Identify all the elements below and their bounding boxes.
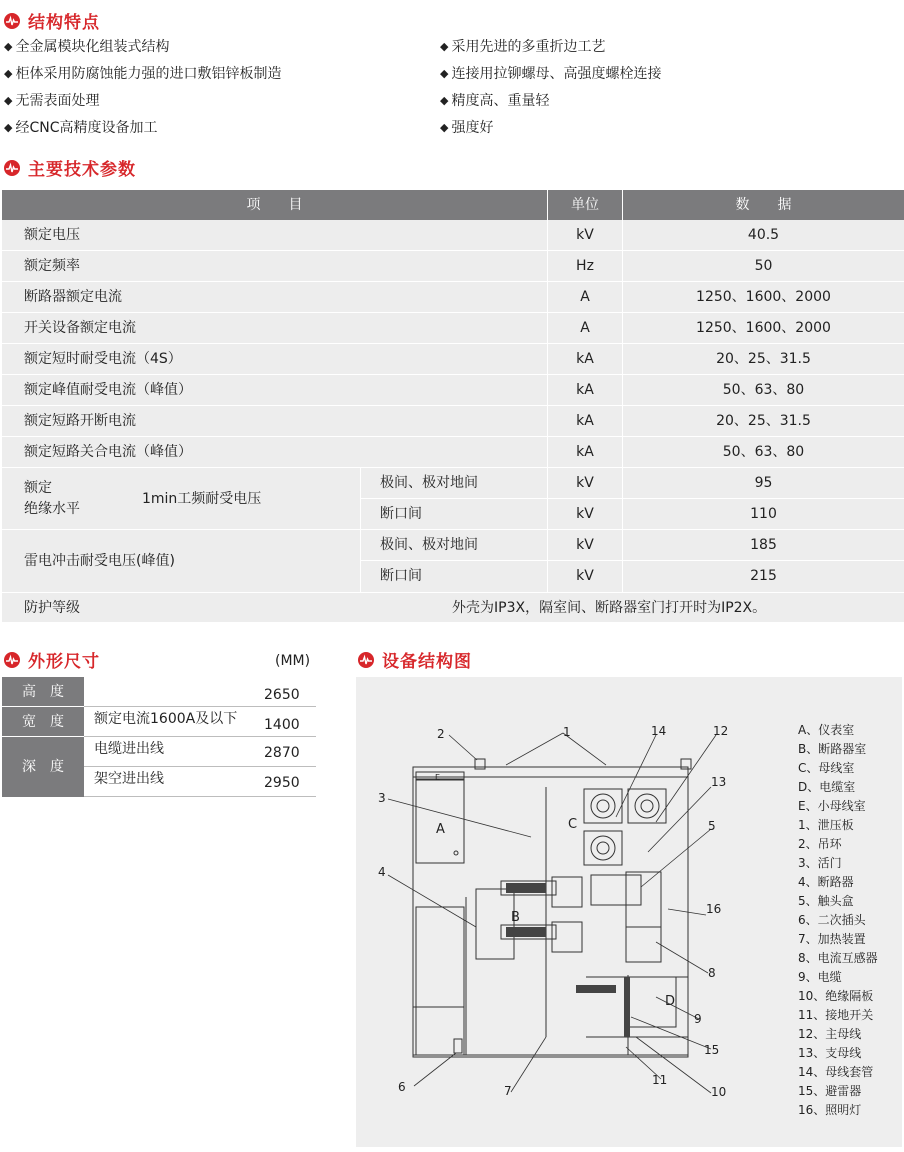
legend-item: 3、活门 bbox=[798, 856, 842, 870]
depth-label: 深 度 bbox=[2, 737, 84, 797]
table-header bbox=[2, 190, 904, 220]
list-item: ◆ 经CNC高精度设备加工 bbox=[4, 115, 281, 142]
structure-title bbox=[358, 647, 472, 672]
legend-item: 10、绝缘隔板 bbox=[798, 989, 874, 1003]
height-value: 2650 bbox=[264, 687, 300, 703]
label-15: 15 bbox=[704, 1043, 720, 1057]
table-row bbox=[2, 375, 904, 406]
legend-item: A、仪表室 bbox=[798, 723, 855, 737]
heartbeat-icon bbox=[358, 652, 374, 668]
insulation-label-line1: 额定 bbox=[24, 480, 52, 496]
legend-item: 14、母线套管 bbox=[798, 1065, 874, 1079]
protection-row bbox=[2, 592, 904, 623]
width-value: 1400 bbox=[264, 717, 300, 733]
width-note: 额定电流1600A及以下 bbox=[94, 711, 238, 727]
row-value: 215 bbox=[750, 568, 777, 584]
label-8: 8 bbox=[708, 966, 716, 980]
row-value: 20、25、31.5 bbox=[716, 351, 811, 367]
row-value: 110 bbox=[750, 506, 777, 522]
list-item: ◆ 连接用拉铆螺母、高强度螺栓连接 bbox=[440, 61, 661, 88]
row-unit: A bbox=[580, 320, 590, 336]
params-title bbox=[4, 155, 136, 180]
dims-title bbox=[4, 647, 100, 672]
depth-value: 2950 bbox=[264, 775, 300, 791]
row-unit: kA bbox=[576, 444, 594, 460]
row-unit: kA bbox=[576, 351, 594, 367]
dims-unit: (MM) bbox=[275, 653, 311, 669]
heartbeat-icon bbox=[4, 652, 20, 668]
structure-legend bbox=[798, 721, 878, 1120]
depth-note: 架空进出线 bbox=[94, 771, 164, 787]
label-9: 9 bbox=[694, 1012, 702, 1026]
width-row bbox=[84, 707, 316, 737]
lightning-label: 雷电冲击耐受电压(峰值) bbox=[24, 553, 175, 569]
row-unit: kV bbox=[576, 537, 594, 553]
depth-row bbox=[84, 767, 316, 797]
label-10: 10 bbox=[711, 1085, 727, 1099]
row-name: 额定频率 bbox=[24, 258, 80, 274]
header-unit: 单位 bbox=[571, 197, 599, 213]
label-3: 3 bbox=[378, 791, 386, 805]
table-row bbox=[2, 406, 904, 437]
label-E: E bbox=[435, 773, 441, 782]
depth-row bbox=[84, 737, 316, 767]
legend-item: 5、触头盒 bbox=[798, 894, 854, 908]
row-sub: 极间、极对地间 bbox=[380, 537, 478, 553]
row-sub: 极间、极对地间 bbox=[380, 475, 478, 491]
insulation-label bbox=[24, 478, 80, 520]
label-C: C bbox=[568, 817, 578, 832]
insulation-label-line2: 绝缘水平 bbox=[24, 501, 80, 517]
label-14: 14 bbox=[651, 724, 667, 738]
label-16: 16 bbox=[706, 902, 722, 916]
legend-item: 11、接地开关 bbox=[798, 1008, 874, 1022]
height-label: 高 度 bbox=[2, 677, 84, 707]
row-sub: 断口间 bbox=[380, 568, 422, 584]
row-name: 额定短路开断电流 bbox=[24, 413, 136, 429]
row-unit: kA bbox=[576, 382, 594, 398]
legend-item: E、小母线室 bbox=[798, 799, 866, 813]
row-value: 40.5 bbox=[747, 227, 780, 243]
row-name: 开关设备额定电流 bbox=[24, 320, 136, 336]
row-unit: kV bbox=[576, 475, 594, 491]
label-13: 13 bbox=[711, 775, 727, 789]
label-5: 5 bbox=[708, 819, 716, 833]
row-name: 额定短路关合电流（峰值） bbox=[24, 444, 192, 460]
label-11: 11 bbox=[652, 1073, 668, 1087]
label-6: 6 bbox=[398, 1080, 406, 1094]
heartbeat-icon bbox=[4, 160, 20, 176]
header-item: 项 目 bbox=[246, 197, 303, 213]
row-unit: kV bbox=[576, 227, 594, 243]
section-title-text: 设备结构图 bbox=[382, 652, 472, 672]
label-A: A bbox=[436, 822, 445, 837]
row-value: 50 bbox=[754, 258, 773, 274]
row-unit: kV bbox=[576, 568, 594, 584]
legend-item: 13、支母线 bbox=[798, 1046, 862, 1060]
label-12: 12 bbox=[713, 724, 729, 738]
row-value: 50、63、80 bbox=[722, 382, 805, 398]
legend-item: 4、断路器 bbox=[798, 875, 854, 889]
legend-item: 9、电缆 bbox=[798, 970, 842, 984]
protection-value: 外壳为IP3X，隔室间、断路器室门打开时为IP2X。 bbox=[452, 600, 767, 616]
legend-item: 2、吊环 bbox=[798, 837, 842, 851]
section-title-text: 结构特点 bbox=[28, 13, 100, 33]
label-7: 7 bbox=[504, 1084, 512, 1098]
row-value: 95 bbox=[754, 475, 773, 491]
table-row bbox=[2, 220, 904, 251]
label-1: 1 bbox=[563, 725, 571, 739]
insulation-block bbox=[2, 468, 904, 592]
width-label: 宽 度 bbox=[2, 707, 84, 737]
list-item: ◆ 强度好 bbox=[440, 115, 661, 142]
height-row bbox=[84, 677, 316, 707]
legend-item: B、断路器室 bbox=[798, 742, 867, 756]
legend-item: 15、避雷器 bbox=[798, 1084, 862, 1098]
row-name: 额定短时耐受电流（4S） bbox=[24, 351, 182, 367]
legend-item: D、电缆室 bbox=[798, 780, 856, 794]
features-title bbox=[4, 8, 100, 33]
section-title-text: 外形尺寸 bbox=[28, 652, 100, 672]
label-B: B bbox=[511, 910, 520, 925]
legend-item: 6、二次插头 bbox=[798, 913, 866, 927]
dims-table bbox=[2, 677, 316, 797]
depth-note: 电缆进出线 bbox=[94, 741, 164, 757]
row-value: 20、25、31.5 bbox=[716, 413, 811, 429]
legend-item: 16、照明灯 bbox=[798, 1103, 862, 1117]
list-item: ◆ 采用先进的多重折边工艺 bbox=[440, 34, 661, 61]
row-name: 额定峰值耐受电流（峰值） bbox=[24, 382, 192, 398]
row-unit: A bbox=[580, 289, 590, 305]
heartbeat-icon bbox=[4, 13, 20, 29]
row-name: 断路器额定电流 bbox=[24, 289, 122, 305]
features-left-list bbox=[4, 34, 281, 142]
list-item: ◆ 柜体采用防腐蚀能力强的进口敷铝锌板制造 bbox=[4, 61, 281, 88]
section-title-text: 主要技术参数 bbox=[28, 160, 136, 180]
params-table bbox=[2, 190, 904, 623]
legend-item: C、母线室 bbox=[798, 761, 855, 775]
table-row bbox=[2, 282, 904, 313]
depth-value: 2870 bbox=[264, 745, 300, 761]
row-value: 50、63、80 bbox=[722, 444, 805, 460]
row-value: 185 bbox=[750, 537, 777, 553]
list-item: ◆ 无需表面处理 bbox=[4, 88, 281, 115]
row-unit: Hz bbox=[576, 258, 594, 274]
legend-item: 8、电流互感器 bbox=[798, 951, 878, 965]
list-item: ◆ 全金属模块化组装式结构 bbox=[4, 34, 281, 61]
label-2: 2 bbox=[437, 727, 445, 741]
legend-item: 12、主母线 bbox=[798, 1027, 862, 1041]
protection-label: 防护等级 bbox=[24, 600, 80, 616]
legend-item: 7、加热装置 bbox=[798, 932, 866, 946]
row-unit: kA bbox=[576, 413, 594, 429]
table-row bbox=[2, 313, 904, 344]
row-name: 额定电压 bbox=[24, 227, 80, 243]
table-row bbox=[2, 251, 904, 282]
row-unit: kV bbox=[576, 506, 594, 522]
label-D: D bbox=[665, 994, 676, 1009]
legend-item: 1、泄压板 bbox=[798, 818, 854, 832]
row-sub: 断口间 bbox=[380, 506, 422, 522]
features-right-list bbox=[440, 34, 661, 142]
table-row bbox=[2, 344, 904, 375]
row-value: 1250、1600、2000 bbox=[696, 289, 831, 305]
freq-label: 1min工频耐受电压 bbox=[142, 491, 262, 507]
header-value: 数 据 bbox=[735, 197, 792, 213]
table-row bbox=[2, 437, 904, 468]
row-value: 1250、1600、2000 bbox=[696, 320, 831, 336]
list-item: ◆ 精度高、重量轻 bbox=[440, 88, 661, 115]
label-4: 4 bbox=[378, 865, 386, 879]
